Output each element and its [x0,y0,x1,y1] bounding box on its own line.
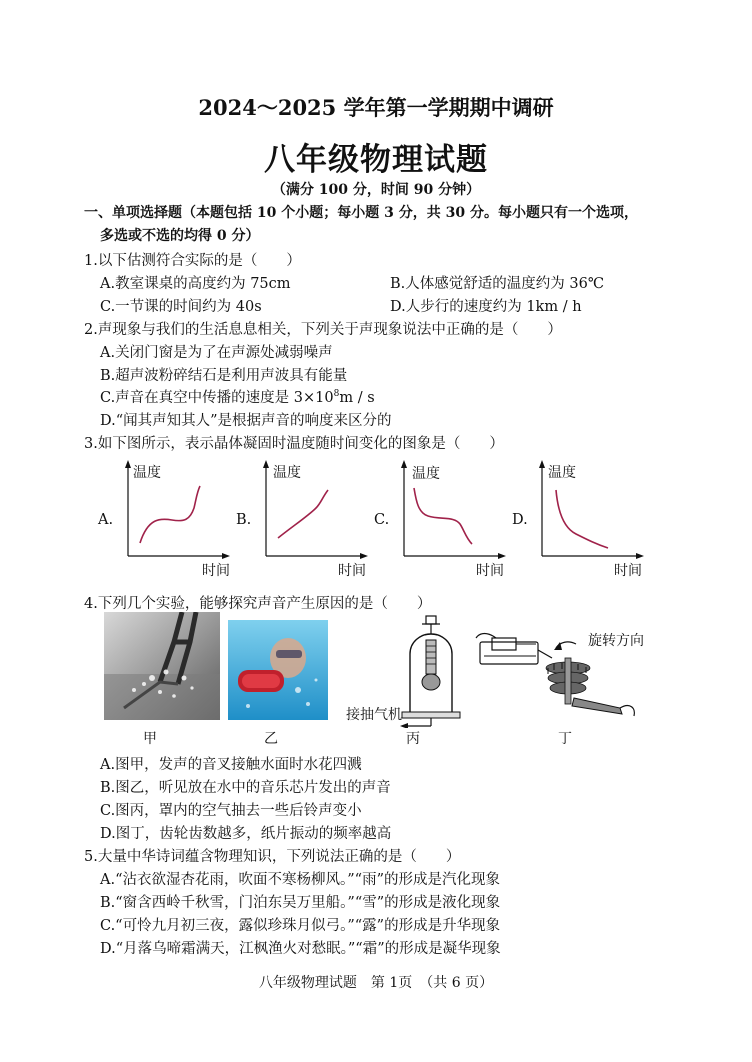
q2-option-c [100,386,375,407]
pump-label: 接抽气机 [346,707,402,723]
q5-option-b: B.“窗含西岭千秋雪，门泊东吴万里船。”“雪”的形成是液化现象 [100,895,501,911]
caption-yi: 乙 [264,731,278,747]
q2-option-d: D.“闻其声知其人”是根据声音的响度来区分的 [100,413,392,429]
figure-bing-bell-jar [396,612,466,728]
q4-option-b: B.图乙，听见放在水中的音乐芯片发出的声音 [100,780,391,796]
question-4-stem: 4.下列几个实验，能够探究声音产生原因的是（ ） [84,596,432,612]
section-heading-line2: 多选或不选的均得 0 分） [100,228,260,244]
figure-jia-tuning-fork-photo [104,612,220,720]
q1-option-d: D.人步行的速度约为 1km / h [390,299,582,315]
q5-option-d: D.“月落乌啼霜满天，江枫渔火对愁眠。”“霜”的形成是凝华现象 [100,941,501,957]
q1-option-a: A.教室课桌的高度约为 75cm [100,276,291,292]
q5-option-a: A.“沾衣欲湿杏花雨，吹面不寒杨柳风。”“雨”的形成是汽化现象 [100,872,500,888]
page-title: 八年级物理试题 [264,142,488,178]
graph-a-x-label: 时间 [202,563,230,579]
graph-c-y-label: 温度 [412,466,440,482]
q2-option-a: A.关闭门窗是为了在声源处减弱噪声 [100,345,333,361]
q4-option-c: C.图丙，罩内的空气抽去一些后铃声变小 [100,803,362,819]
caption-jia: 甲 [143,731,157,747]
caption-bing: 丙 [406,731,420,747]
q4-option-d: D.图丁，齿轮齿数越多，纸片振动的频率越高 [100,826,392,842]
graph-c-x-label: 时间 [476,563,504,579]
graph-a-label: A. [98,512,114,528]
graph-d-label: D. [512,512,528,528]
question-3-stem: 3.如下图所示，表示晶体凝固时温度随时间变化的图象是（ ） [84,436,504,452]
score-time-note: （满分 100 分，时间 90 分钟） [271,182,481,198]
q2-option-c-exponent: 8 [333,389,340,400]
graph-a-y-label: 温度 [133,465,161,481]
q2-option-c-text: C.声音在真空中传播的速度是 3×10 [100,390,334,406]
graph-b-label: B. [236,512,252,528]
graph-d-y-label: 温度 [548,465,576,481]
exam-period-line: 2024～2025 学年第一学期期中调研 [198,95,554,120]
q1-option-c: C.一节课的时间约为 40s [100,299,262,315]
question-5-stem: 5.大量中华诗词蕴含物理知识，下列说法正确的是（ ） [84,849,461,865]
question-2-stem: 2.声现象与我们的生活息息相关，下列关于声现象说法中正确的是（ ） [84,322,562,338]
page-footer: 八年级物理试题 第 1页 （共 6 页） [258,975,494,991]
graph-b-y-label: 温度 [273,465,301,481]
graph-b-x-label: 时间 [338,563,366,579]
question-1-stem: 1.以下估测符合实际的是（ ） [84,253,301,269]
rotation-direction-label: 旋转方向 [588,633,644,649]
graph-d-x-label: 时间 [614,563,642,579]
q2-option-b: B.超声波粉碎结石是利用声波具有能量 [100,368,348,384]
q4-option-a: A.图甲，发声的音叉接触水面时水花四溅 [100,757,362,773]
q5-option-c: C.“可怜九月初三夜，露似珍珠月似弓。”“露”的形成是升华现象 [100,918,501,934]
q2-option-c-unit: m / s [339,390,375,406]
section-heading-line1: 一、单项选择题（本题包括 10 个小题；每小题 3 分，共 30 分。每小题只有一个选项， [84,205,638,221]
figure-yi-underwater-speaker [228,620,328,720]
graph-c-label: C. [374,512,390,528]
q1-option-b: B.人体感觉舒适的温度约为 36℃ [390,276,605,292]
caption-ding: 丁 [558,731,572,747]
